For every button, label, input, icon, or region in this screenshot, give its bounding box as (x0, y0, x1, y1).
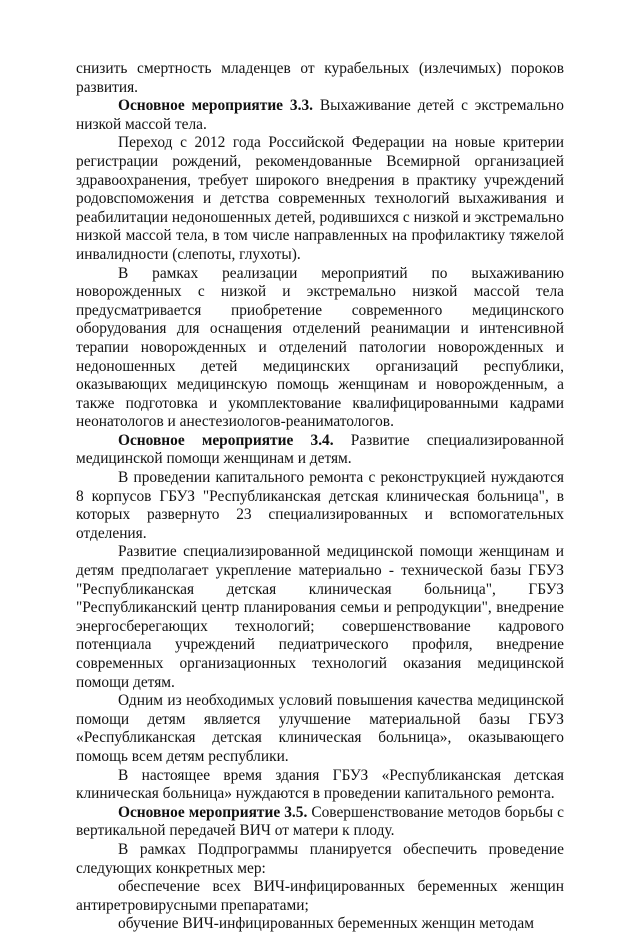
paragraph-capital-repair (76, 469, 564, 543)
paragraph-text: Развитие специализированной медицинской помощи женщинам и детям. (76, 431, 564, 468)
paragraph-measure-3-5 (76, 804, 564, 841)
paragraph-text: обучение ВИЧ-инфицированных беременных женщин методам (118, 915, 534, 933)
paragraph-text: В настоящее время здания ГБУЗ «Республиканская детская клиническая больница» нуждаются в проведении капитального ремонта. (76, 766, 564, 803)
paragraph-measure-3-4 (76, 432, 564, 469)
paragraph-measure-3-3 (76, 97, 564, 134)
paragraph-text: Одним из необходимых условий повышения качества медицинской помощи детям является улучшение материальной базы ГБУЗ «Республиканская детская клиническая больница», оказывающего помощь всем детям республики. (76, 692, 564, 765)
paragraph-newborn-care (76, 265, 564, 432)
paragraph-subprogram-measures (76, 841, 564, 878)
paragraph-text: снизить смертность младенцев от курабельных (излечимых) пороков развития. (76, 60, 564, 96)
paragraph-quality-conditions (76, 692, 564, 766)
paragraph-list-item-training (76, 915, 564, 934)
paragraph-intro-continuation (76, 60, 564, 97)
measure-heading-3-5: Основное мероприятие 3.5. (118, 803, 308, 821)
paragraph-text: В рамках реализации мероприятий по выхаживанию новорожденных с низкой и экстремально низкой массой тела предусматривается приобретение современного медицинского оборудования для оснащения отделений реанимации и интенсивной терапии новорожденных и отделений патологии новорожденных и недоношенных детей медицинских организаций республики, оказывающих медицинскую помощь женщинам и новорожденным, а также подготовка и укомплектование квалифицированными кадрами неонатологов и анестезиологов-реаниматологов. (76, 264, 564, 431)
paragraph-transition-2012 (76, 134, 564, 264)
paragraph-text: В проведении капитального ремонта с реконструкцией нуждаются 8 корпусов ГБУЗ "Республиканская детская клиническая больница", в которых развернуто 23 специализированных и вспомогательных отделения. (76, 469, 564, 542)
paragraph-list-item-antiretroviral (76, 878, 564, 915)
paragraph-specialized-care (76, 543, 564, 692)
paragraph-text: обеспечение всех ВИЧ-инфицированных беременных женщин антиретровирусными препаратами; (76, 878, 564, 914)
paragraph-text: Выхаживание детей с экстремально низкой массой тела. (76, 97, 564, 133)
paragraph-text: Развитие специализированной медицинской помощи женщинам и детям предполагает укрепление материально - технической базы ГБУЗ "Республиканская детская клиническая больница", ГБУЗ "Республиканский центр планирования семьи и репродукции", внедрение энергосберегающих технологий; совершенствование кадрового потенциала учреждений педиатрического профиля, внедрение современных организационных технологий оказания медицинской помощи детям. (76, 543, 564, 691)
paragraph-buildings-repair (76, 767, 564, 804)
paragraph-text: В рамках Подпрограммы планируется обеспечить проведение следующих конкретных мер: (76, 840, 564, 877)
paragraph-text: Совершенствование методов борьбы с вертикальной передачей ВИЧ от матери к плоду. (76, 803, 565, 840)
measure-heading-3-3: Основное мероприятие 3.3. (118, 97, 313, 115)
document-page (76, 60, 564, 934)
measure-heading-3-4: Основное мероприятие 3.4. (118, 431, 334, 449)
paragraph-text: Переход с 2012 года Российской Федерации на новые критерии регистрации рождений, рекомендованные Всемирной организацией здравоохранения, требует широкого внедрения в практику учреждений родовспоможения и детства современных технологий выхаживания и реабилитации недоношенных детей, родившихся с низкой и экстремально низкой массой тела, в том числе направленных на профилактику тяжелой инвалидности (слепоты, глухоты). (76, 134, 564, 263)
